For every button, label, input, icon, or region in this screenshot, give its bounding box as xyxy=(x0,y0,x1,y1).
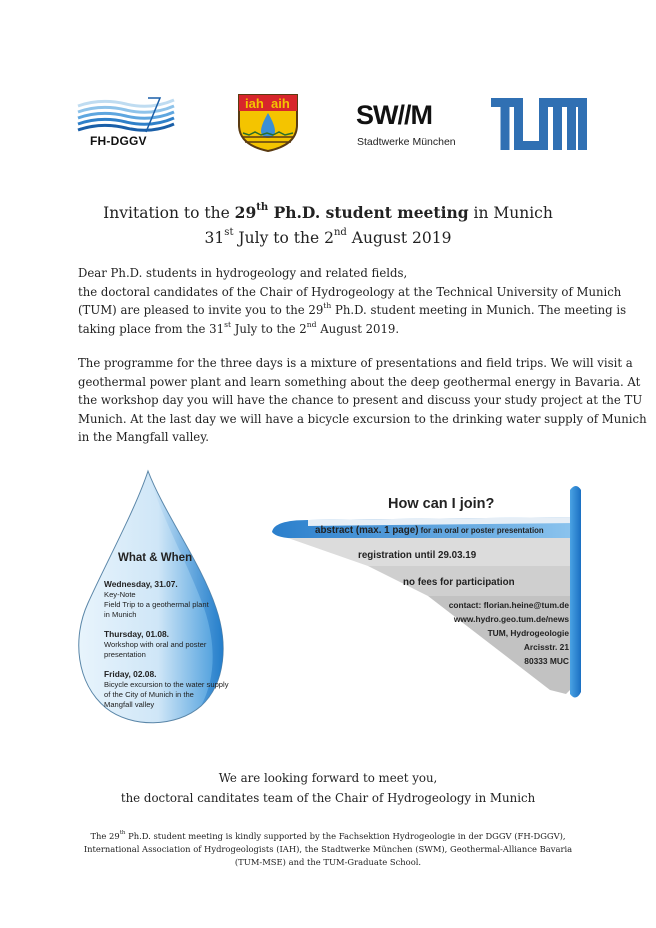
programme-line: the workshop day you will have the chance to present and discuss your study project at the TU xyxy=(78,393,643,408)
contact-line: TUM, Hydrogeologie xyxy=(487,628,569,638)
swm-mark: SW//M xyxy=(356,100,432,130)
day-friday xyxy=(104,668,229,710)
title-line-1: Invitation to the 29th Ph.D. student meeting in Munich xyxy=(103,202,553,222)
fh-dggv-logo xyxy=(76,96,176,152)
day-item: Bicycle excursion to the water supply xyxy=(104,680,229,689)
day-item: Workshop with oral and poster xyxy=(104,640,207,649)
intro-line: the doctoral candidates of the Chair of Hydrogeology at the Technical University of Munich xyxy=(78,284,622,299)
day-item: of the City of Munich in the xyxy=(104,690,194,699)
title-line-2: 31st July to the 2nd August 2019 xyxy=(204,227,452,247)
contact-website[interactable]: www.hydro.geo.tum.de/news xyxy=(453,614,569,624)
sponsor-footer xyxy=(80,830,576,869)
join-triangle-shape xyxy=(268,480,588,710)
intro-paragraph xyxy=(78,264,627,338)
join-abstract: abstract (max. 1 page) for an oral or poster presentation xyxy=(315,525,544,536)
intro-line: (TUM) are pleased to invite you to the 29th Ph.D. student meeting in Munich. The meeting is xyxy=(78,301,627,318)
day-item: Mangfall valley xyxy=(104,700,155,709)
iah-left-text: iah xyxy=(245,96,264,111)
iah-right-text: aih xyxy=(271,96,290,111)
day-item: Field Trip to a geothermal plant xyxy=(104,600,209,609)
footer-line: International Association of Hydrogeologists (IAH), the Stadtwerke München (SWM), Geothermal-Alliance Bavaria xyxy=(83,844,573,854)
day-date: Thursday, 01.08. xyxy=(104,629,170,639)
programme-line: The programme for the three days is a mixture of presentations and field trips. We will visit a xyxy=(78,356,633,370)
contact-line: 80333 MUC xyxy=(524,656,569,666)
closing-text xyxy=(0,768,656,808)
day-item: Key-Note xyxy=(104,590,136,599)
programme-paragraph xyxy=(78,354,647,447)
swm-subtitle: Stadtwerke München xyxy=(357,136,456,148)
contact-line: Arcisstr. 21 xyxy=(523,642,569,652)
footer-line: (TUM-MSE) and the TUM-Graduate School. xyxy=(234,857,422,867)
programme-line: geothermal power plant and learn something about the deep geothermal energy in Bavaria. At xyxy=(78,374,641,389)
join-fees: no fees for participation xyxy=(403,577,515,588)
programme-line: in the Mangfall valley. xyxy=(78,430,209,445)
day-item: in Munich xyxy=(104,610,137,619)
day-thursday xyxy=(104,628,206,660)
what-when-title: What & When xyxy=(118,552,193,564)
waves-icon xyxy=(76,96,176,136)
programme-line: Munich. At the last day we will have a bicycle excursion to the drinking water supply of Munich xyxy=(78,411,647,426)
iah-logo xyxy=(237,93,299,153)
day-date: Wednesday, 31.07. xyxy=(104,579,178,589)
fh-dggv-label: FH-DGGV xyxy=(90,134,147,148)
join-title: How can I join? xyxy=(388,496,495,512)
intro-line: taking place from the 31st July to the 2nd August 2019. xyxy=(78,319,400,336)
intro-line: Dear Ph.D. students in hydrogeology and related fields, xyxy=(78,266,408,280)
swm-logo xyxy=(356,100,460,152)
footer-line: The 29th Ph.D. student meeting is kindly supported by the Fachsektion Hydrogeologie in der DGGV (FH-DGGV), xyxy=(90,830,566,841)
contact-email[interactable]: contact: florian.heine@tum.de xyxy=(448,600,569,610)
day-wednesday xyxy=(104,578,209,620)
day-date: Friday, 02.08. xyxy=(104,669,157,679)
tum-logo xyxy=(491,98,587,150)
invitation-title xyxy=(0,200,656,251)
day-item: presentation xyxy=(104,650,146,659)
closing-line: We are looking forward to meet you, xyxy=(218,771,438,785)
join-registration: registration until 29.03.19 xyxy=(358,550,477,561)
closing-line: the doctoral canditates team of the Chair of Hydrogeology in Munich xyxy=(120,791,536,805)
